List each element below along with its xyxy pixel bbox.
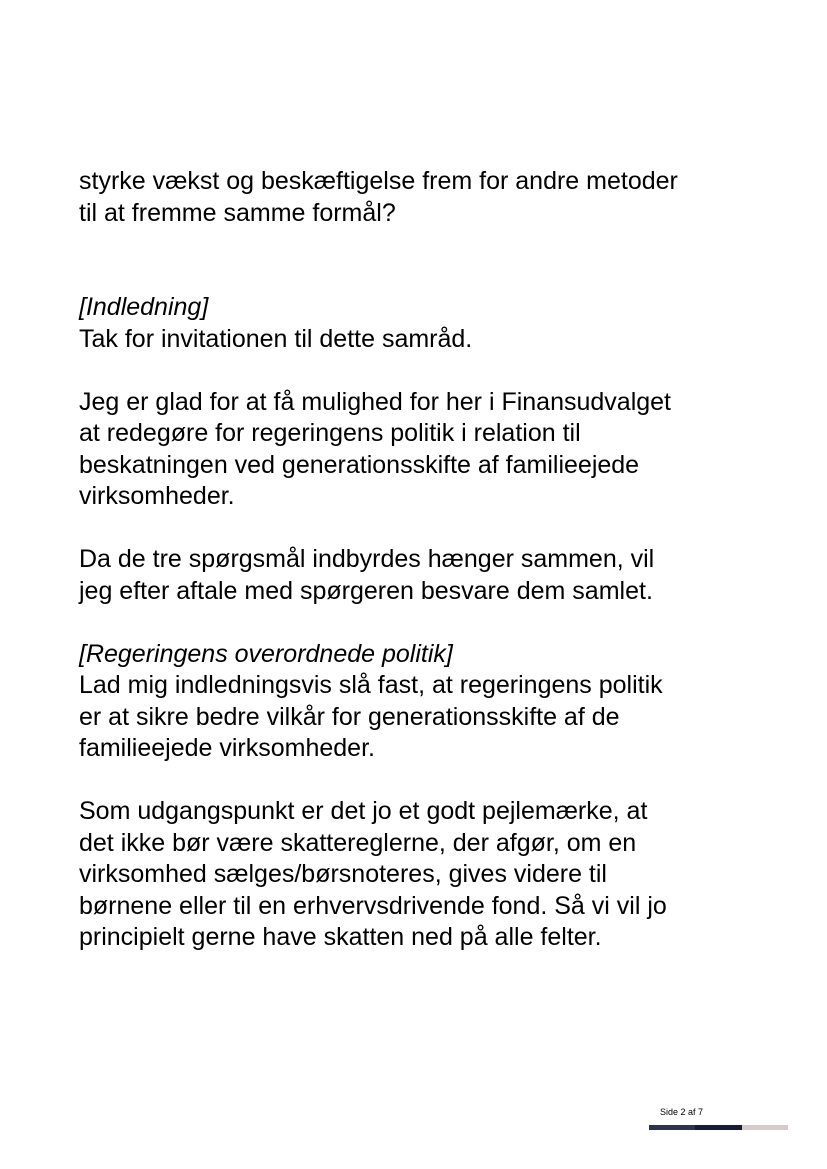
spacer — [79, 229, 769, 292]
paragraph-policy-statement: Lad mig indledningsvis slå fast, at regeringens politik er at sikre bedre vilkår for generationsskifte af de familieejede virksomheder. — [79, 671, 663, 762]
page-number: Side 2 af 7 — [660, 1107, 704, 1117]
paragraph-finance-committee: Jeg er glad for at få mulighed for her i Finansudvalget at redegøre for regeringens politik i relation til beskatningen ved generationsskifte af familieejede virksomheder. — [79, 387, 672, 510]
paragraph-thanks: Tak for invitationen til dette samråd. — [79, 324, 473, 353]
spacer — [79, 513, 769, 545]
section-heading-introduction: [Indledning] — [79, 293, 209, 321]
spacer — [79, 355, 769, 387]
paragraph-question-continuation: styrke vækst og beskæftigelse frem for andre metoder til at fremme samme formål? — [79, 167, 678, 227]
footer-bar-segment — [695, 1125, 742, 1130]
document-body — [79, 166, 769, 954]
section-heading-government-policy: [Regeringens overordnede politik] — [79, 639, 453, 668]
spacer — [79, 765, 769, 797]
footer-bar-segment — [649, 1125, 695, 1130]
footer-bar-segment — [742, 1125, 788, 1130]
paragraph-tax-principle: Som udgangspunkt er det jo et godt pejlemærke, at det ikke bør være skattereglerne, der afgør, om en virksomhed sælges/børsnoteres, gives videre til børnene eller til en erhvervsdrivende fond. Så vi vil jo principielt gerne have skatten ned på alle felter. — [79, 797, 667, 951]
spacer — [79, 607, 769, 639]
paragraph-joint-answer: Da de tre spørgsmål indbyrdes hænger sammen, vil jeg efter aftale med spørgeren besvare dem samlet. — [79, 545, 655, 605]
